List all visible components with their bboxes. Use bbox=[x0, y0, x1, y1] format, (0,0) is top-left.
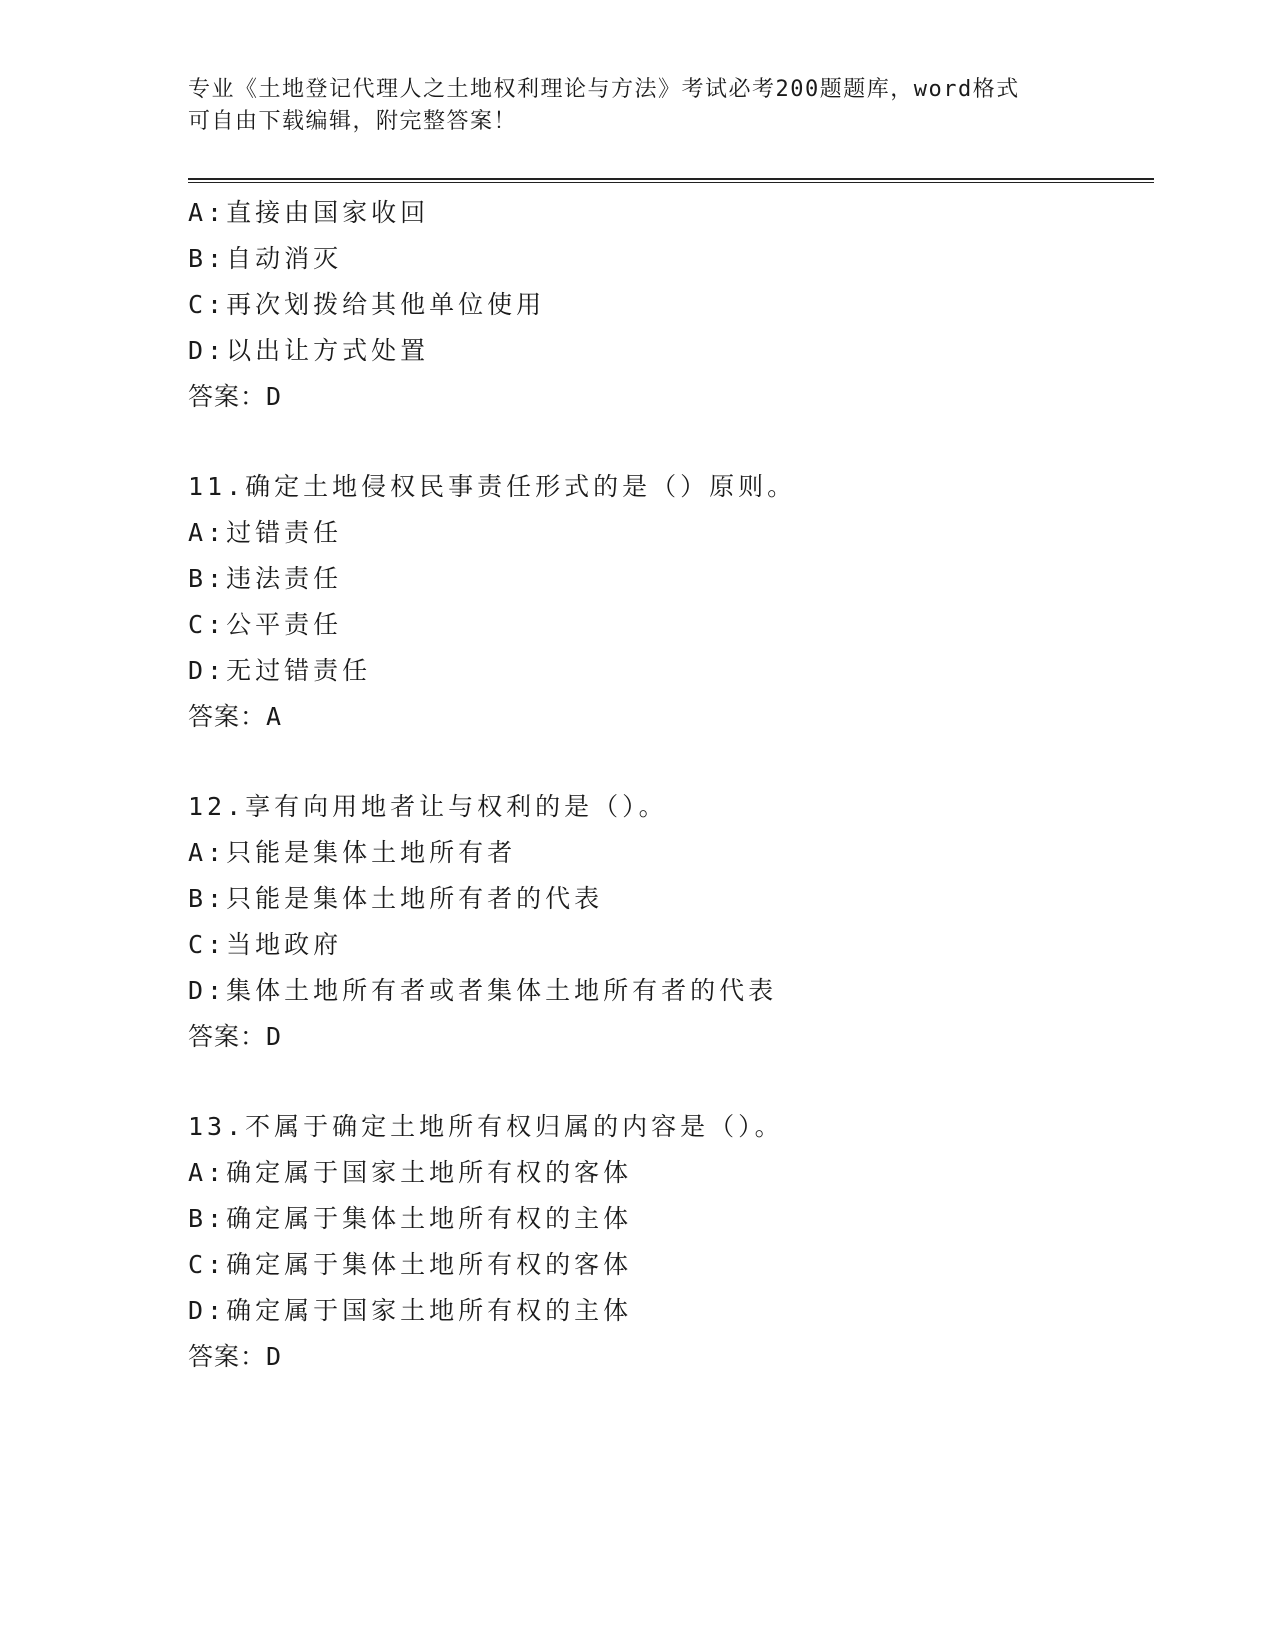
option-c: C:再次划拨给其他单位使用 bbox=[188, 290, 546, 319]
option-d: D:确定属于国家土地所有权的主体 bbox=[188, 1296, 633, 1325]
option-b: B:违法责任 bbox=[188, 564, 343, 593]
header-divider bbox=[188, 178, 1154, 183]
option-b: B:自动消灭 bbox=[188, 244, 343, 273]
question-stem: 12.享有向用地者让与权利的是（）。 bbox=[188, 792, 668, 821]
question-block bbox=[188, 190, 1148, 420]
question-block bbox=[188, 784, 1148, 1060]
question-list bbox=[188, 190, 1148, 1380]
document-header bbox=[188, 74, 1068, 138]
answer-line: 答案：D bbox=[188, 1022, 283, 1051]
option-d: D:集体土地所有者或者集体土地所有者的代表 bbox=[188, 976, 778, 1005]
option-c: C:确定属于集体土地所有权的客体 bbox=[188, 1250, 633, 1279]
option-b: B:确定属于集体土地所有权的主体 bbox=[188, 1204, 633, 1233]
option-a: A:确定属于国家土地所有权的客体 bbox=[188, 1158, 633, 1187]
option-a: A:过错责任 bbox=[188, 518, 343, 547]
option-a: A:只能是集体土地所有者 bbox=[188, 838, 517, 867]
answer-line: 答案：D bbox=[188, 382, 283, 411]
answer-line: 答案：D bbox=[188, 1342, 283, 1371]
header-line-2: 可自由下载编辑，附完整答案！ bbox=[188, 109, 518, 134]
question-stem: 11.确定土地侵权民事责任形式的是（）原则。 bbox=[188, 472, 797, 501]
option-b: B:只能是集体土地所有者的代表 bbox=[188, 884, 604, 913]
option-c: C:当地政府 bbox=[188, 930, 343, 959]
option-d: D:无过错责任 bbox=[188, 656, 372, 685]
question-block bbox=[188, 1104, 1148, 1380]
option-a: A:直接由国家收回 bbox=[188, 198, 430, 227]
option-d: D:以出让方式处置 bbox=[188, 336, 430, 365]
question-block bbox=[188, 464, 1148, 740]
answer-line: 答案：A bbox=[188, 702, 283, 731]
option-c: C:公平责任 bbox=[188, 610, 343, 639]
question-stem: 13.不属于确定土地所有权归属的内容是（）。 bbox=[188, 1112, 784, 1141]
header-line-1: 专业《土地登记代理人之土地权利理论与方法》考试必考200题题库，word格式 bbox=[188, 77, 1020, 102]
